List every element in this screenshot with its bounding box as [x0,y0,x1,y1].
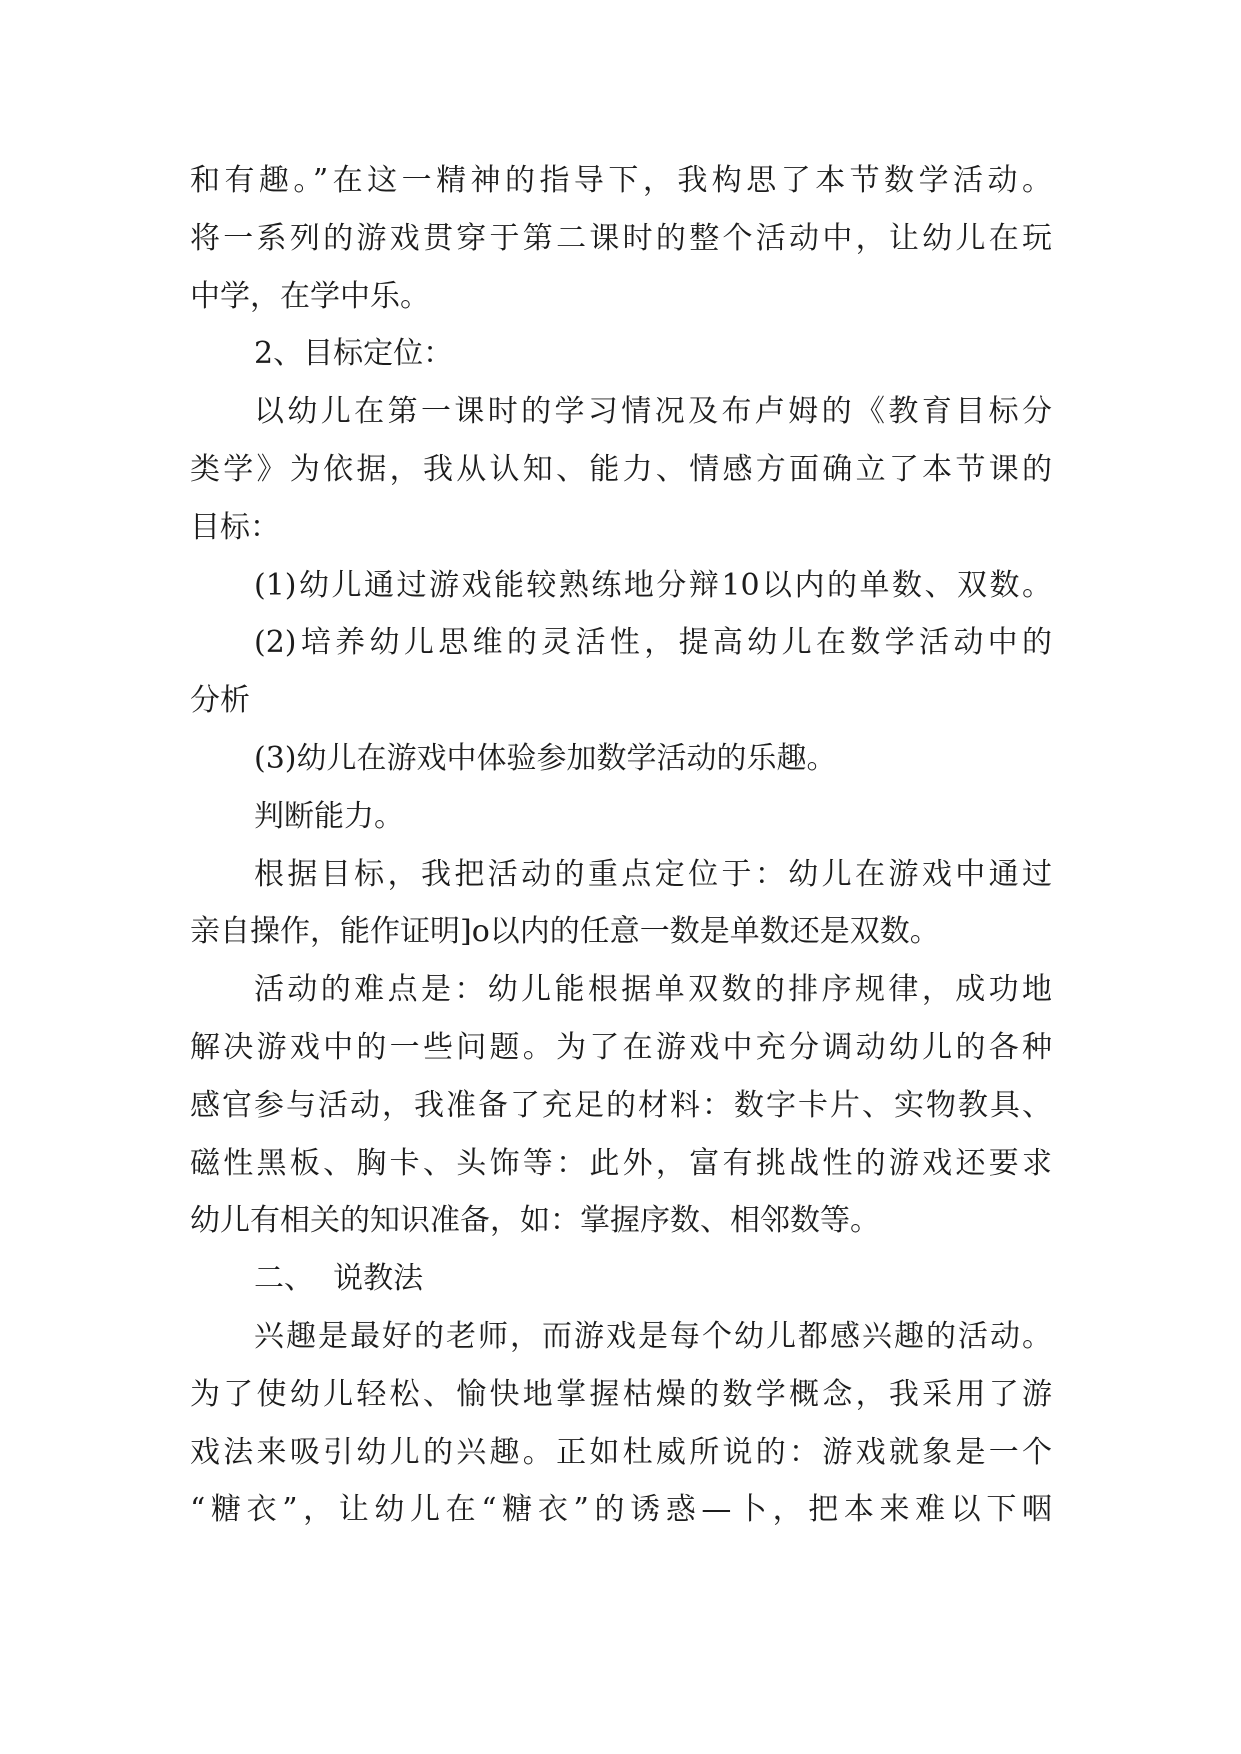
text-line: 亲自操作，能作证明]o以内的任意一数是单数还是双数。 [190,914,940,950]
text-line: “糖衣”，让幼儿在“糖衣”的诱惑—卜，把本来难以下咽 [190,1492,1052,1528]
text-line: 兴趣是最好的老师，而游戏是每个幼儿都感兴趣的活动。 [254,1318,1052,1354]
section-heading: 二、 说教法 [254,1261,424,1297]
text-line: 为了使幼儿轻松、愉快地掌握枯燥的数学概念，我采用了游 [190,1376,1052,1412]
text-line: 将一系列的游戏贯穿于第二课时的整个活动中，让幼儿在玩 [190,220,1052,256]
text-line: 感官参与活动，我准备了充足的材料：数字卡片、实物教具、 [190,1087,1052,1123]
section-heading: 2、目标定位： [254,336,454,372]
list-item: (2)培养幼儿思维的灵活性，提高幼儿在数学活动中的 [254,625,1052,661]
text-line: 中学，在学中乐。 [190,278,430,314]
text-line: 判断能力。 [254,798,404,834]
text-line: 分析 [190,683,250,719]
text-line: 幼儿有相关的知识准备，如：掌握序数、相邻数等。 [190,1203,880,1239]
text-line: 根据目标，我把活动的重点定位于：幼儿在游戏中通过 [254,856,1052,892]
text-line: 解决游戏中的一些问题。为了在游戏中充分调动幼儿的各种 [190,1029,1052,1065]
text-line: 活动的难点是：幼儿能根据单双数的排序规律，成功地 [254,972,1052,1008]
text-line: 以幼儿在第一课时的学习情况及布卢姆的《教育目标分 [254,394,1052,430]
text-line: 和有趣。”在这一精神的指导下，我构思了本节数学活动。 [190,163,1052,198]
list-item: (3)幼儿在游戏中体验参加数学活动的乐趣。 [254,740,837,776]
body-text [190,152,1052,1539]
text-line: 目标： [190,509,280,545]
list-item: (1)幼儿通过游戏能较熟练地分辩10以内的单数、双数。 [254,567,1052,603]
text-line: 戏法来吸引幼儿的兴趣。正如杜威所说的：游戏就象是一个 [190,1434,1052,1470]
text-line: 类学》为依据，我从认知、能力、情感方面确立了本节课的 [190,451,1052,487]
text-line: 磁性黑板、胸卡、头饰等：此外，富有挑战性的游戏还要求 [190,1145,1052,1181]
